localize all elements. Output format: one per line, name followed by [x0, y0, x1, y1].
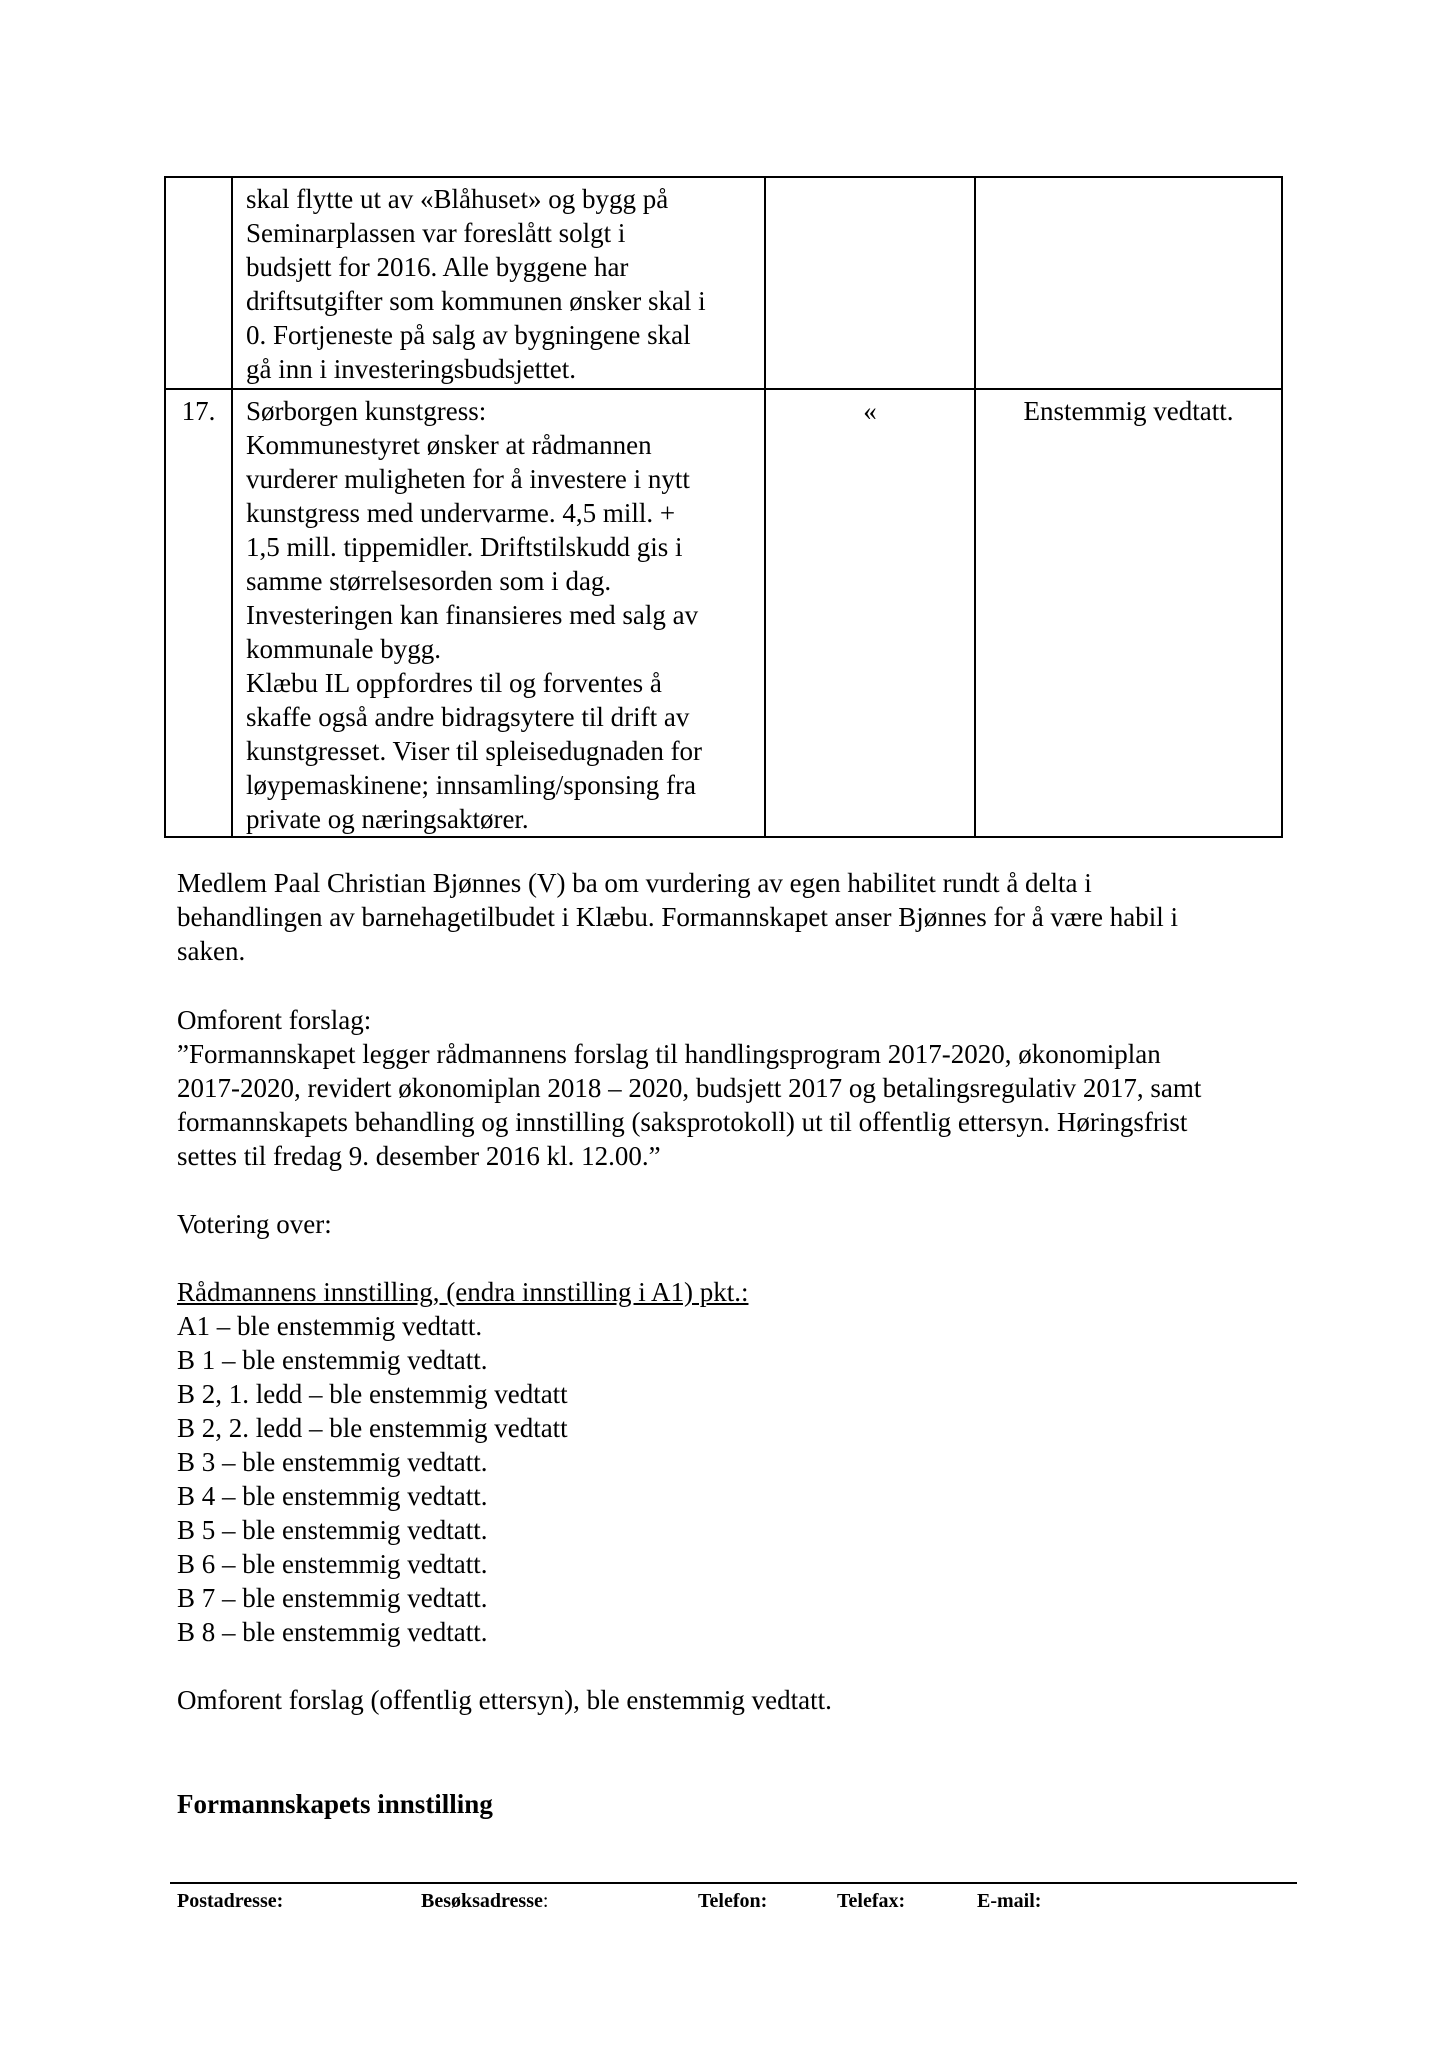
paragraph-line: 2017-2020, revidert økonomiplan 2018 – 2020, budsjett 2017 og betalingsregulativ 2017, samt	[177, 1073, 1202, 1103]
votering-heading-block	[177, 1207, 1297, 1241]
text-line: løypemaskinene; innsamling/sponsing fra	[246, 770, 696, 800]
footer-postadresse: Postadresse:	[177, 1890, 284, 1912]
text-line: vurderer muligheten for å investere i nytt	[246, 464, 690, 494]
text-line: samme størrelsesorden som i dag.	[246, 566, 612, 596]
paragraph-line: formannskapets behandling og innstilling (saksprotokoll) ut til offentlig ettersyn. Høringsfrist	[177, 1107, 1188, 1137]
vote-item: B 2, 1. ledd – ble enstemmig vedtatt	[177, 1379, 568, 1409]
row-number	[165, 177, 232, 389]
votering-subheading: Rådmannens innstilling, (endra innstilling i A1) pkt.:	[177, 1277, 749, 1307]
text-line: Kommunestyret ønsker at rådmannen	[246, 430, 652, 460]
table-row	[165, 389, 1282, 837]
footer-besoksadresse-colon: :	[542, 1890, 549, 1912]
omforent-heading: Omforent forslag:	[177, 1005, 372, 1035]
vote-item: B 8 – ble enstemmig vedtatt.	[177, 1617, 488, 1647]
paragraph-line: behandlingen av barnehagetilbudet i Klæbu. Formannskapet anser Bjønnes for å være habil i	[177, 902, 1178, 932]
text-line: Investeringen kan finansieres med salg av	[246, 600, 699, 630]
text-line: 1,5 mill. tippemidler. Driftstilskudd gis i	[246, 532, 683, 562]
row-mark: «	[765, 389, 975, 837]
text-line: skaffe også andre bidragsytere til drift av	[246, 702, 690, 732]
paragraph-line: settes til fredag 9. desember 2016 kl. 12.00.”	[177, 1141, 661, 1171]
footer-besoksadresse-label: Besøksadresse	[421, 1890, 543, 1912]
text-line: driftsutgifter som kommunen ønsker skal i	[246, 286, 706, 316]
vote-item: B 3 – ble enstemmig vedtatt.	[177, 1447, 488, 1477]
text-line: budsjett for 2016. Alle byggene har	[246, 252, 629, 282]
text-line: gå inn i investeringsbudsjettet.	[246, 354, 576, 384]
omforent-forslag-paragraph	[177, 1003, 1297, 1173]
row-result	[975, 177, 1282, 389]
votering-conclusion	[177, 1683, 1297, 1717]
section-heading: Formannskapets innstilling	[177, 1789, 493, 1819]
conclusion-line: Omforent forslag (offentlig ettersyn), ble enstemmig vedtatt.	[177, 1685, 832, 1715]
row-proposal-text	[232, 389, 765, 837]
vote-item: A1 – ble enstemmig vedtatt.	[177, 1311, 483, 1341]
vote-item: B 5 – ble enstemmig vedtatt.	[177, 1515, 488, 1545]
votering-heading: Votering over:	[177, 1209, 332, 1239]
table-row	[165, 177, 1282, 389]
footer-besoksadresse	[421, 1889, 548, 1913]
footer-telefax: Telefax:	[837, 1890, 906, 1912]
row-number: 17.	[165, 389, 232, 837]
text-line: private og næringsaktører.	[246, 804, 529, 834]
text-line: kommunale bygg.	[246, 634, 441, 664]
vote-item: B 1 – ble enstemmig vedtatt.	[177, 1345, 488, 1375]
paragraph-line: ”Formannskapet legger rådmannens forslag til handlingsprogram 2017-2020, økonomiplan	[177, 1039, 1161, 1069]
footer-divider	[170, 1882, 1297, 1884]
text-line: Klæbu IL oppfordres til og forventes å	[246, 668, 662, 698]
row-mark	[765, 177, 975, 389]
vote-item: B 4 – ble enstemmig vedtatt.	[177, 1481, 488, 1511]
vote-item: B 2, 2. ledd – ble enstemmig vedtatt	[177, 1413, 568, 1443]
row-result: Enstemmig vedtatt.	[975, 389, 1282, 837]
habilitet-paragraph	[177, 866, 1297, 968]
text-line: skal flytte ut av «Blåhuset» og bygg på	[246, 184, 669, 214]
paragraph-line: saken.	[177, 936, 246, 966]
proposal-table	[164, 176, 1283, 838]
paragraph-line: Medlem Paal Christian Bjønnes (V) ba om vurdering av egen habilitet rundt å delta i	[177, 868, 1092, 898]
text-line: Seminarplassen var foreslått solgt i	[246, 218, 626, 248]
text-line: kunstgress med undervarme. 4,5 mill. +	[246, 498, 676, 528]
footer-email: E-mail:	[977, 1890, 1042, 1912]
text-line: kunstgresset. Viser til spleisedugnaden for	[246, 736, 703, 766]
row-proposal-text	[232, 177, 765, 389]
text-line: Sørborgen kunstgress:	[246, 396, 487, 426]
footer-telefon: Telefon:	[698, 1890, 768, 1912]
votering-list	[177, 1275, 1297, 1649]
text-line: 0. Fortjeneste på salg av bygningene skal	[246, 320, 691, 350]
vote-item: B 6 – ble enstemmig vedtatt.	[177, 1549, 488, 1579]
vote-item: B 7 – ble enstemmig vedtatt.	[177, 1583, 488, 1613]
